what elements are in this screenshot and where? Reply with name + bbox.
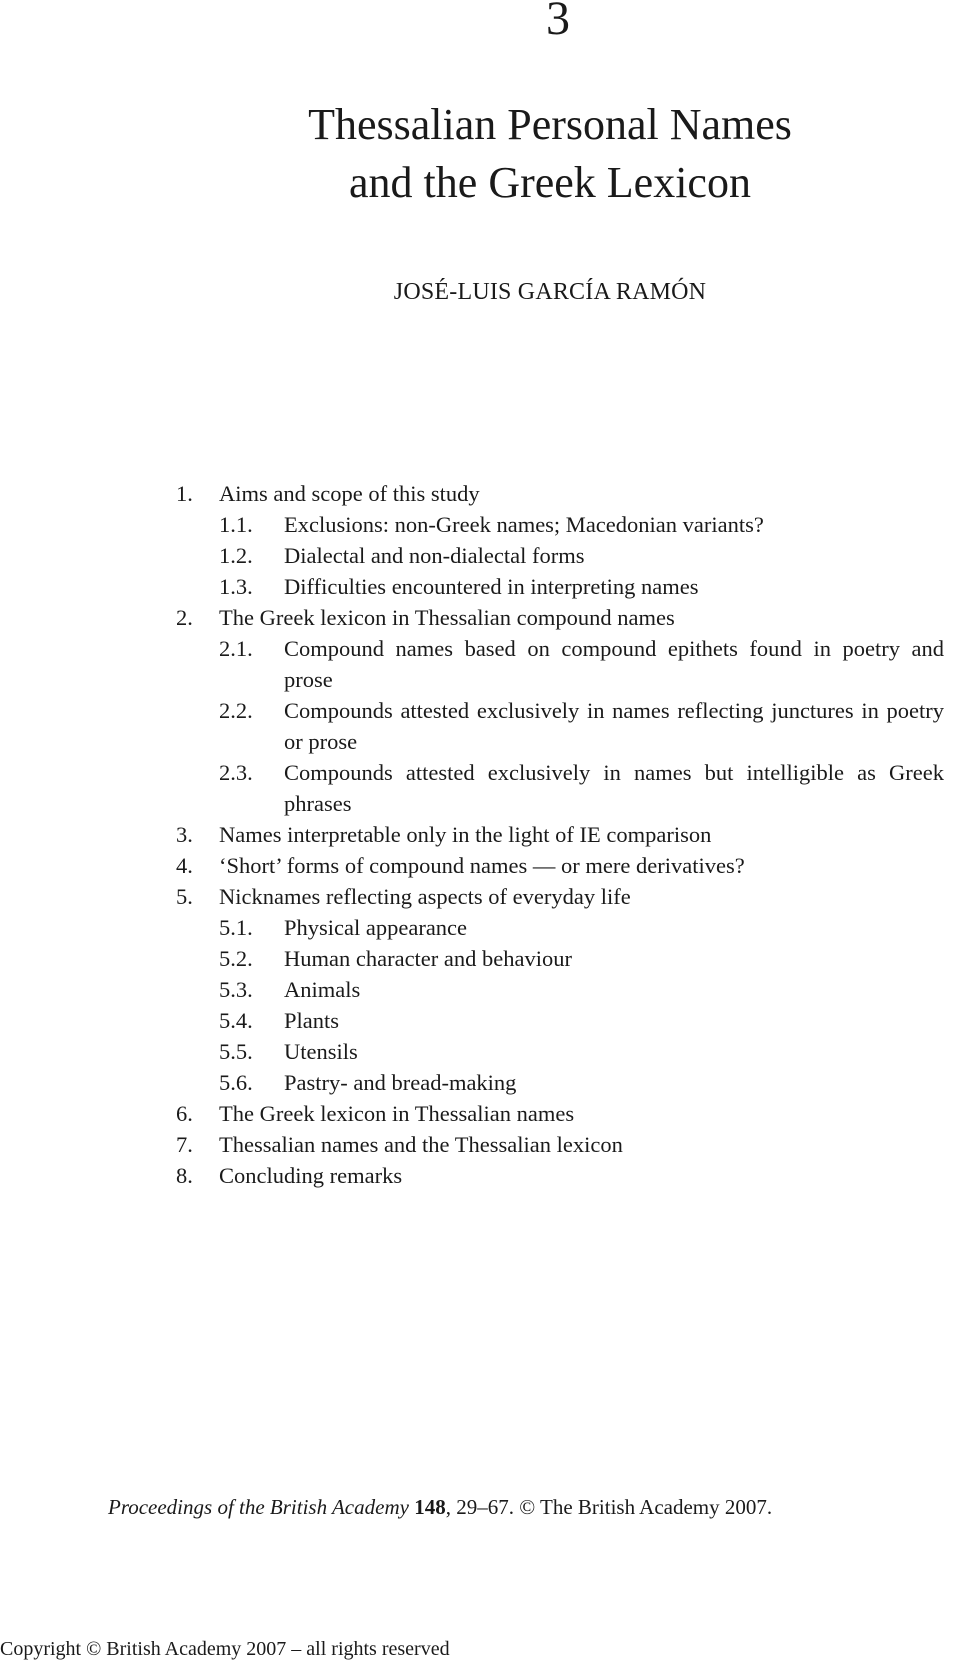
toc-entry-5-4 — [176, 1005, 944, 1036]
toc-entry-number: 3. — [176, 822, 193, 847]
toc-entry-number: 5.3. — [219, 977, 253, 1002]
toc-entry-text: Human character and behaviour — [284, 946, 572, 971]
toc-entry-5-1 — [176, 912, 944, 943]
table-of-contents — [176, 478, 944, 1191]
toc-entry-5 — [176, 881, 944, 912]
toc-entry-text: Animals — [284, 977, 361, 1002]
toc-entry-number: 5.6. — [219, 1070, 253, 1095]
toc-entry-text: Aims and scope of this study — [219, 481, 480, 506]
toc-entry-text: Names interpretable only in the light of IE comparison — [219, 822, 712, 847]
toc-entry-5-6 — [176, 1067, 944, 1098]
volume-number: 148 — [414, 1495, 446, 1519]
toc-entry-3 — [176, 819, 944, 850]
toc-entry-6 — [176, 1098, 944, 1129]
toc-entry-number: 6. — [176, 1101, 193, 1126]
author-name: JOSÉ-LUIS GARCÍA RAMÓN — [393, 279, 707, 305]
toc-entry-number: 2.2. — [219, 698, 253, 723]
publication-citation — [108, 1494, 772, 1520]
toc-entry-number: 5.5. — [219, 1039, 253, 1064]
toc-entry-8 — [176, 1160, 944, 1191]
toc-entry-text: Plants — [284, 1008, 340, 1033]
toc-entry-7 — [176, 1129, 944, 1160]
toc-entry-text: The Greek lexicon in Thessalian names — [219, 1101, 575, 1126]
toc-entry-5-5 — [176, 1036, 944, 1067]
citation-details: , 29–67. © The British Academy 2007. — [445, 1495, 773, 1519]
toc-entry-number: 5.2. — [219, 946, 253, 971]
toc-entry-text: Utensils — [284, 1039, 358, 1064]
toc-entry-2-1 — [176, 633, 944, 695]
toc-entry-number: 7. — [176, 1132, 193, 1157]
toc-entry-text: Compounds attested exclusively in names but intelligible as Greek phrases — [284, 760, 944, 816]
chapter-title-line-1: Thessalian Personal Names — [308, 100, 792, 149]
chapter-title-line-2: and the Greek Lexicon — [349, 158, 751, 207]
toc-entry-number: 1.3. — [219, 574, 253, 599]
toc-entry-1-2 — [176, 540, 944, 571]
toc-entry-number: 8. — [176, 1163, 193, 1188]
toc-entry-text: Compounds attested exclusively in names reflecting junctures in poetry or prose — [284, 698, 944, 754]
toc-entry-number: 1.2. — [219, 543, 253, 568]
toc-entry-number: 4. — [176, 853, 193, 878]
toc-entry-text: Dialectal and non-dialectal forms — [284, 543, 585, 568]
toc-entry-number: 5. — [176, 884, 193, 909]
toc-entry-text: Difficulties encountered in interpreting names — [284, 574, 699, 599]
chapter-number: 3 — [546, 0, 570, 45]
toc-entry-number: 5.4. — [219, 1008, 253, 1033]
toc-entry-2-3 — [176, 757, 944, 819]
toc-entry-1-1 — [176, 509, 944, 540]
toc-entry-2 — [176, 602, 944, 633]
copyright-notice: Copyright © British Academy 2007 – all rights reserved — [0, 1638, 450, 1660]
toc-entry-number: 2.3. — [219, 760, 253, 785]
toc-entry-2-2 — [176, 695, 944, 757]
journal-name: Proceedings of the British Academy — [108, 1495, 409, 1519]
toc-entry-text: Exclusions: non-Greek names; Macedonian variants? — [284, 512, 764, 537]
chapter-title — [0, 96, 960, 212]
toc-entry-text: Thessalian names and the Thessalian lexicon — [219, 1132, 623, 1157]
toc-entry-text: Concluding remarks — [219, 1163, 403, 1188]
toc-entry-number: 2.1. — [219, 636, 253, 661]
toc-entry-text: Physical appearance — [284, 915, 468, 940]
toc-entry-1-3 — [176, 571, 944, 602]
toc-entry-text: The Greek lexicon in Thessalian compound names — [219, 605, 675, 630]
toc-entry-text: Compound names based on compound epithets found in poetry and prose — [284, 636, 944, 692]
toc-entry-5-3 — [176, 974, 944, 1005]
toc-entry-1 — [176, 478, 944, 509]
toc-entry-4 — [176, 850, 944, 881]
toc-entry-5-2 — [176, 943, 944, 974]
toc-entry-text: ‘Short’ forms of compound names — or mere derivatives? — [219, 853, 745, 878]
toc-entry-number: 1. — [176, 481, 193, 506]
toc-entry-text: Nicknames reflecting aspects of everyday life — [219, 884, 631, 909]
toc-entry-number: 5.1. — [219, 915, 253, 940]
toc-entry-number: 2. — [176, 605, 193, 630]
toc-entry-number: 1.1. — [219, 512, 253, 537]
toc-entry-text: Pastry- and bread-making — [284, 1070, 517, 1095]
